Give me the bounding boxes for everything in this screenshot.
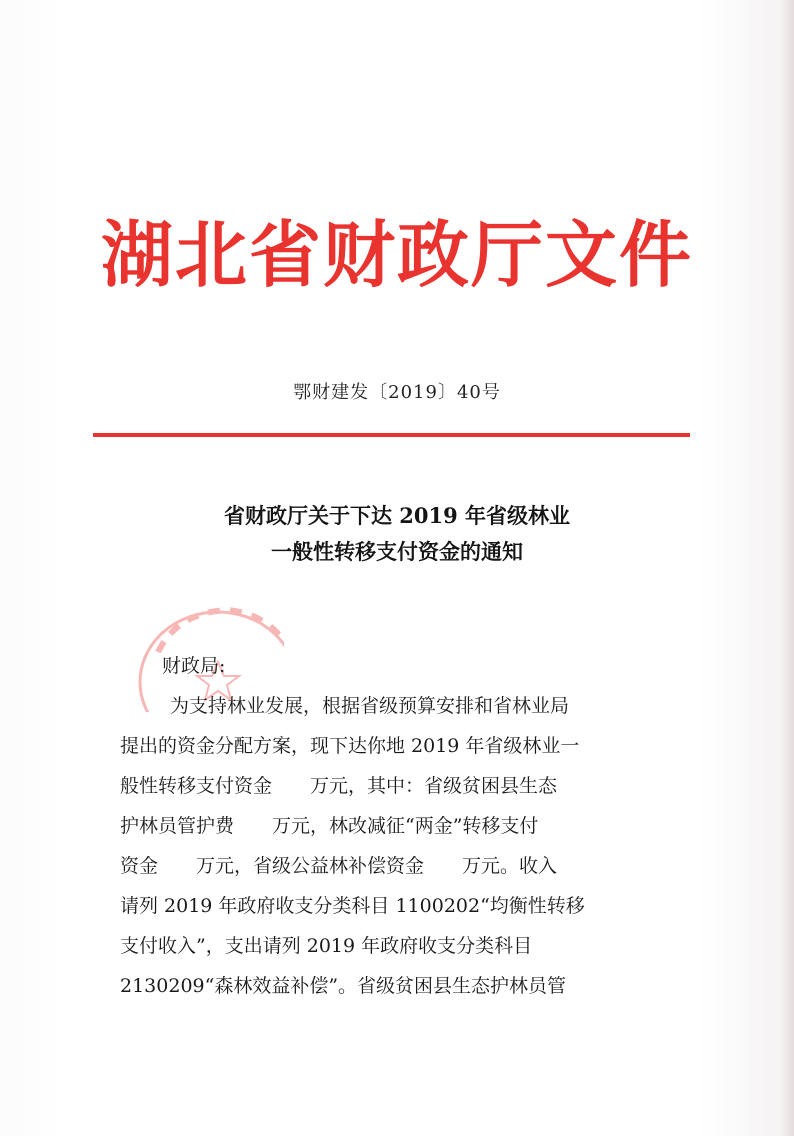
body-line-text: 2130209“森林效益补偿”。省级贫困县生态护林员管 (120, 975, 567, 997)
body-line-text: 般性转移支付资金 万元，其中：省级贫困县生态 (120, 775, 558, 797)
body-line (120, 766, 676, 806)
body-line-text: 为支持林业发展，根据省级预算安排和省林业局 (170, 695, 570, 717)
body-line-text: 请列 2019 年政府收支分类科目 1100202“均衡性转移 (120, 895, 585, 917)
body-line (120, 926, 676, 966)
red-separator-line (93, 433, 690, 437)
body-line (120, 886, 676, 926)
document-header-title: 湖北省财政厅文件 (100, 213, 693, 297)
document-subject (100, 498, 694, 570)
subject-line-1: 省财政厅关于下达 2019 年省级林业 (223, 503, 571, 528)
salutation: 财政局: (162, 655, 226, 677)
body-line (120, 806, 676, 846)
document-body (120, 646, 676, 1006)
body-line (120, 966, 676, 1006)
body-line-text: 护林员管护费 万元，林改减征“两金”转移支付 (120, 815, 539, 837)
body-line-text: 支付收入”，支出请列 2019 年政府收支分类科目 (120, 935, 533, 957)
body-line (120, 726, 676, 766)
body-line (120, 846, 676, 886)
body-line-text: 提出的资金分配方案，现下达你地 2019 年省级林业一 (120, 735, 580, 757)
document-number: 鄂财建发〔2019〕40号 (293, 382, 501, 403)
body-line-text: 资金 万元，省级公益林补偿资金 万元。收入 (120, 855, 558, 877)
subject-line-2: 一般性转移支付资金的通知 (271, 539, 523, 564)
body-line (120, 686, 676, 726)
page-edge-shadow (780, 0, 794, 1136)
